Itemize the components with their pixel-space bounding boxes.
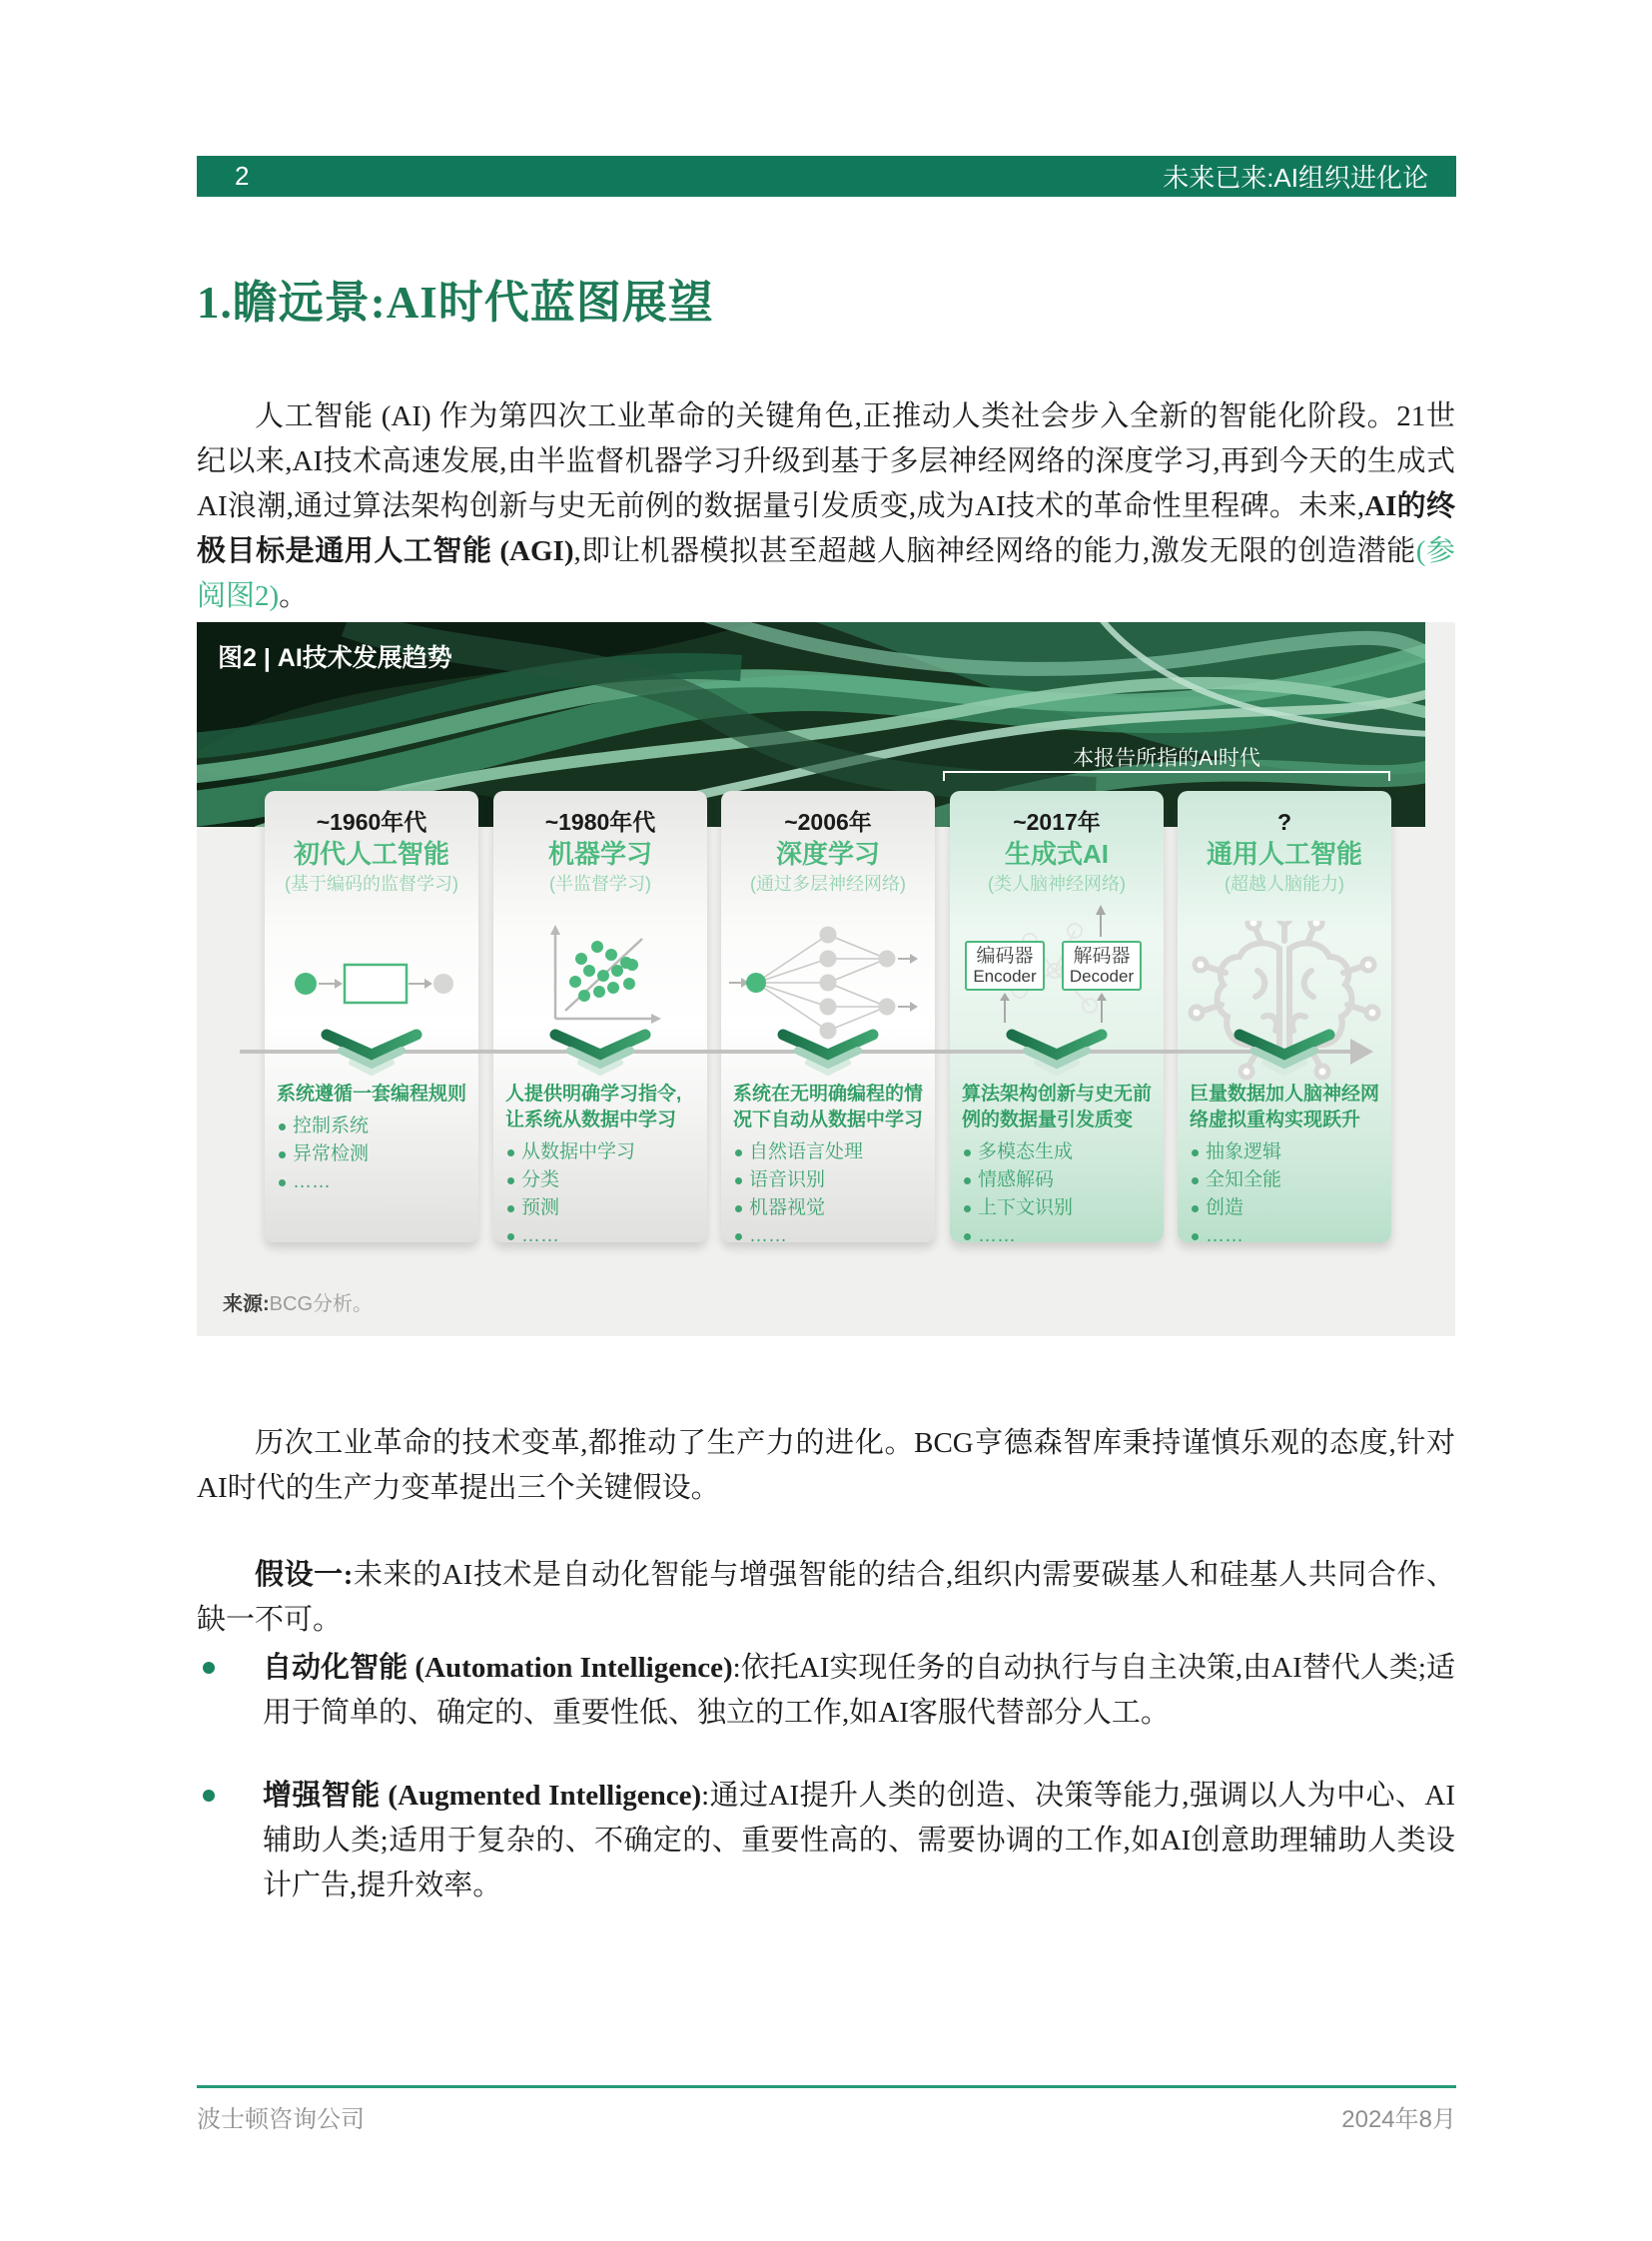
bullet-dot-icon [203,1662,215,1674]
era-desc-item: …… [505,1222,695,1250]
era-name: 生成式AI [1004,839,1109,869]
scatter-plot-icon [493,921,707,1091]
page-header-bar [197,156,1456,197]
era-desc-item: 语音识别 [733,1166,923,1194]
era-desc-item: …… [1190,1222,1379,1250]
intro-text: 人工智能 (AI) 作为第四次工业革命的关键角色,正推动人类社会步入全新的智能化阶段。21世纪以来,AI技术高速发展,由半监督机器学习升级到基于多层神经网络的深度学习,再到今天的生成式AI浪潮,通过算法架构创新与史无前例的数据量引发质变,成为AI技术的革命性里程碑。未来, [197,400,1455,522]
era-name: 通用人工智能 [1206,839,1362,869]
era-desc-item: 抽象逻辑 [1190,1138,1379,1166]
era-name: 机器学习 [547,839,652,869]
encoder-box: 编码器 Encoder [965,941,1045,991]
era-desc-item: 异常检测 [277,1140,466,1168]
era-desc-item: …… [733,1222,923,1250]
rule-based-flow-icon [265,921,478,1091]
era-card-deep-learning [721,791,935,1246]
era-desc-item: 从数据中学习 [505,1138,695,1166]
section-title: 1.瞻远景:AI时代蓝图展望 [197,278,714,328]
source-text: BCG分析。 [269,1293,374,1315]
era-desc-item: 上下文识别 [962,1194,1152,1222]
circuit-brain-icon [1178,921,1391,1091]
bullet-bold-term: 增强智能 (Augmented Intelligence) [263,1780,702,1812]
hypothesis-text: 未来的AI技术是自动化智能与增强智能的结合,组织内需要碳基人和硅基人共同合作、缺一不可。 [197,1559,1455,1636]
decoder-box: 解码器 Decoder [1062,941,1142,991]
era-desc-item: 分类 [505,1166,695,1194]
footer-date: 2024年8月 [1341,2106,1456,2133]
body-paragraph: 历次工业革命的技术变革,都推动了生产力的进化。BCG亨德森智库秉持谨慎乐观的态度,针对AI时代的生产力变革提出三个关键假设。 [197,1427,1455,1504]
source-label: 来源: [223,1293,270,1315]
list-item-augmented-intelligence [197,1774,1455,1908]
era-subtitle: (基于编码的监督学习) [285,874,458,894]
bullet-text: :依托AI实现任务的自动执行与自主决策,由AI替代人类;适用于简单的、确定的、重要性低、独立的工作,如AI客服代替部分人工。 [263,1652,1455,1729]
era-desc-item: 全知全能 [1190,1166,1379,1194]
era-desc-item: 自然语言处理 [733,1138,923,1166]
era-desc-title: 系统在无明确编程的情况下自动从数据中学习 [733,1084,924,1130]
era-subtitle: (类人脑神经网络) [988,874,1126,894]
intro-text-mid: ,即让机器模拟甚至超越人脑神经网络的能力,激发无限的创造潜能 [573,535,1416,567]
list-item-automation-intelligence [197,1646,1455,1736]
page-footer [197,2099,1456,2134]
era-desc-item: 控制系统 [277,1113,466,1140]
era-label: 本报告所指的AI时代 [1073,747,1260,770]
era-card-generative-ai [950,791,1164,1246]
figure-title: 图2 | AI技术发展趋势 [218,644,452,672]
era-year: ~1980年代 [544,809,656,835]
intro-text-end: 。 [279,580,309,612]
footer-company: 波士顿咨询公司 [197,2106,365,2133]
era-card-early-ai [265,791,478,1242]
era-desc-item: 情感解码 [962,1166,1152,1194]
era-name: 初代人工智能 [293,839,449,869]
era-subtitle: (通过多层神经网络) [750,874,906,894]
era-subtitle: (半监督学习) [549,874,651,894]
era-desc-item: 机器视觉 [733,1194,923,1222]
neural-network-icon [721,921,935,1091]
era-desc-title: 算法架构创新与史无前例的数据量引发质变 [962,1084,1153,1130]
era-name: 深度学习 [775,839,880,869]
era-year: ? [1276,809,1292,835]
era-card-machine-learning [493,791,707,1246]
bullet-text: :通过AI提升人类的创造、决策等能力,强调以人为中心、AI辅助人类;适用于复杂的、不确定的、重要性高的、需要协调的工作,如AI创意助理辅助人类设计广告,提升效率。 [263,1780,1455,1901]
era-desc-item: …… [962,1222,1152,1250]
page-number: 2 [235,161,250,191]
hypothesis-paragraph [197,1553,1455,1643]
era-subtitle: (超越人脑能力) [1225,874,1344,894]
figure-reference-link[interactable]: (参阅图2) [197,535,1455,612]
encoder-decoder-icon [950,901,1164,1091]
era-year: ~2017年 [1013,809,1101,835]
era-desc-title: 巨量数据加人脑神经网络虚拟重构实现跃升 [1190,1084,1380,1130]
era-desc-title: 系统遵循一套编程规则 [277,1084,467,1105]
era-desc-item: 预测 [505,1194,695,1222]
era-bracket [943,771,1390,781]
bullet-dot-icon [203,1790,215,1802]
figure-source [223,1287,373,1316]
era-desc-title: 人提供明确学习指令,让系统从数据中学习 [505,1084,682,1130]
era-year: ~1960年代 [316,809,427,835]
figure-2-ai-trend [197,622,1455,1336]
era-desc-item: 多模态生成 [962,1138,1152,1166]
intelligence-bullet-list [197,1646,1455,1946]
bullet-bold-term: 自动化智能 (Automation Intelligence) [263,1652,733,1684]
era-year: ~2006年 [784,809,872,835]
era-card-agi [1178,791,1391,1246]
intro-paragraph [197,394,1455,619]
hypothesis-label: 假设一: [255,1559,354,1591]
era-desc-item: 创造 [1190,1194,1379,1222]
footer-rule [197,2085,1456,2088]
intro-bold-text: AI的终极目标是通用人工智能 (AGI) [197,490,1455,567]
report-title: 未来已来:AI组织进化论 [1163,163,1428,193]
era-desc-item: …… [277,1168,466,1196]
